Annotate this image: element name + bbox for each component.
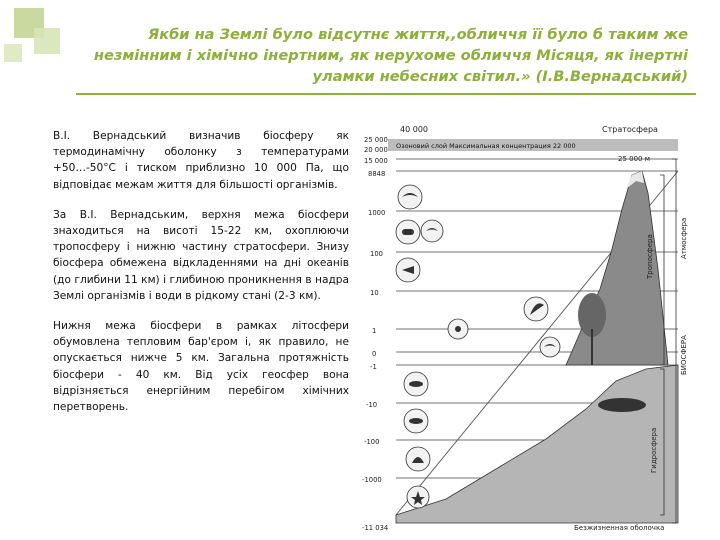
- biosphere-label: БИОСФЕРА: [680, 335, 688, 375]
- scale-label: 8848: [368, 170, 386, 178]
- hydrosphere-label: Гидросфера: [650, 427, 658, 473]
- scale-label: -1000: [362, 476, 382, 484]
- scale-label: -10: [366, 401, 378, 409]
- scale-label: 1000: [368, 209, 386, 217]
- body-text: [53, 128, 349, 429]
- ozone-layer-label: Озоновий слой Максимальная концентрация 22 000: [396, 142, 576, 150]
- scale-label: -1: [370, 363, 377, 371]
- scale-label: -100: [364, 438, 380, 446]
- title-underline: [76, 93, 696, 95]
- paragraph-upper-boundary: За В.І. Вернадським, верхня межа біосфери знаходиться на висоті 15-22 км, охоплюючи тропосферу і нижню частину стратосфери. Знизу біосфера обмежена відкладеннями на дні океанів (до глибини 11 км) і глибиною проникнення в надра Землі організмів і води в рідкому стані (2-3 км).: [53, 208, 349, 302]
- top-value-label: 40 000: [400, 125, 428, 134]
- lifeless-shell-label: Безжизненная оболочка: [574, 524, 665, 532]
- scale-label: 0: [372, 350, 377, 358]
- scale-label: 10: [370, 289, 379, 297]
- scale-label: 15 000: [364, 157, 388, 165]
- bird-icon: [398, 185, 422, 209]
- atmosphere-label: Атмосфера: [680, 217, 688, 259]
- scale-label: 100: [370, 250, 383, 258]
- slide-title: Якби на Землі було відсутнє життя,,обличчя її було б таким же незмінним і хімічно інертним, як нерухоме обличчя Місяця, як інертні уламки небесних світил.» (І.В.Вернадський): [93, 26, 688, 85]
- scale-label: 1: [372, 327, 377, 335]
- scale-label: 20 000: [364, 146, 388, 154]
- bird-icon: [540, 337, 560, 357]
- value-25000-label: 25 000 м: [618, 155, 650, 163]
- scale-label: -11 034: [362, 524, 389, 532]
- stratosphere-label: Стратосфера: [602, 125, 658, 134]
- bird-icon: [421, 220, 443, 242]
- paragraph-lower-boundary: Нижня межа біосфери в рамках літосфери обумовлена тепловим бар'єром і, як правило, не опускається нижче 5 км. Загальна протяжність біосфери - 40 км. Від усіх геосфер вона відрізняється енергійним перебігом хімічних перетворень.: [53, 320, 349, 414]
- decorative-squares: [0, 0, 70, 80]
- troposphere-label: Тропосфера: [646, 234, 654, 279]
- paragraph-definition: В.І. Вернадський визначив біосферу як термодинамічну оболонку з температурами +50…-50°С і тиском приблизно 10 000 Па, що відповідає межам життя для більшості організмів.: [53, 130, 349, 191]
- biosphere-diagram: [356, 119, 694, 535]
- scale-label: 25 000: [364, 136, 388, 144]
